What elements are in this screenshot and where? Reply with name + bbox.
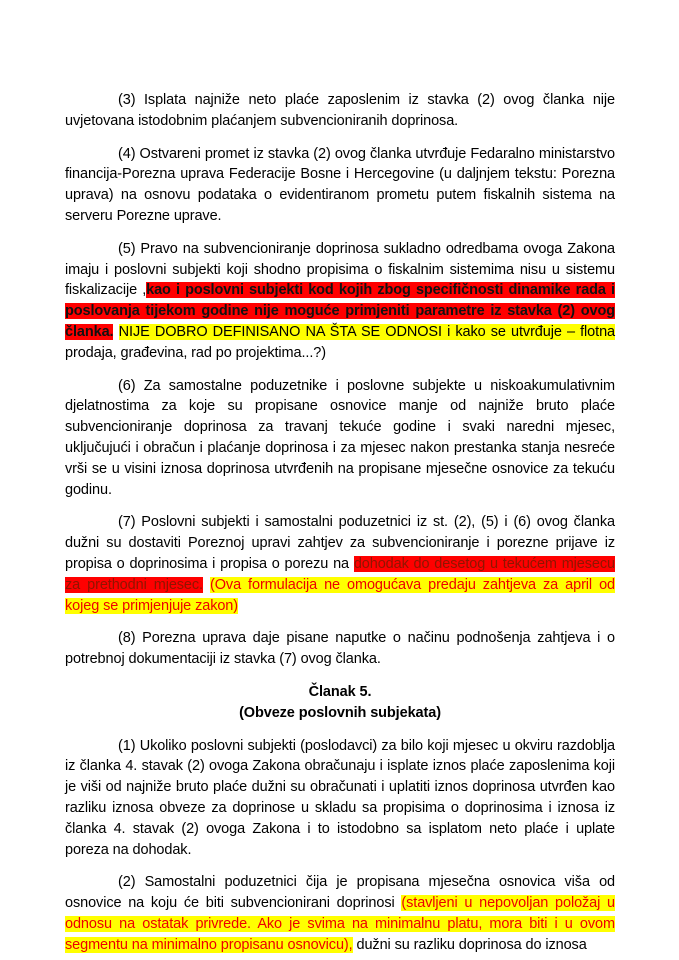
paragraph-4 <box>65 144 615 227</box>
text-run: (7) Poslovni subjekti i samostalni poduzetnici iz st. (2), (5) i (6) ovog članka dužni su dostaviti Poreznoj upravi zahtjev za subvencioniranje i porezne prijave iz propisa o doprinosima i propisa o porezu na <box>65 514 615 572</box>
paragraph-5 <box>65 239 615 364</box>
text-run: (1) Ukoliko poslovni subjekti (poslodavci) za bilo koji mjesec u okviru razdoblja iz članka 4. stavak (2) ovoga Zakona obračunaju i isplate iznos plaće zaposlenima koji je viši od najniže bruto plaće dužni su obračunati i uplatiti iznos doprinosa utvrđen kao razliku iznosa obveze za doprinose u skladu sa propisima o doprinosima i iznosa iz članka 4. stavak (2) ovoga Zakona i to istodobno sa isplatom neto plaće i uplate poreza na dohodak. <box>65 737 615 858</box>
text-run: (2) Samostalni poduzetnici čija je propisana mjesečna osnovica viša od osnovice na koju će biti subvencionirani doprinosi <box>65 874 615 912</box>
text-run <box>203 577 210 593</box>
yellow-highlight-red-run: (stavljeni u nepovoljan položaj u odnosu na ostatak privrede. Ako je svima na minimalnu platu, mora biti i u ovom segmentu na minimalno propisanu osnovicu), <box>65 895 615 953</box>
text-run: (8) Porezna uprava daje pisane naputke o načinu podnošenja zahtjeva i o potrebnoj dokumentaciji iz stavka (7) ovog članka. <box>65 630 615 668</box>
text-run: (Obveze poslovnih subjekata) <box>239 704 441 721</box>
paragraph-7 <box>65 512 615 616</box>
text-run: (4) Ostvareni promet iz stavka (2) ovog članka utvrđuje Fedaralno ministarstvo financija-Porezna uprava Federacije Bosne i Hercegovine (u daljnjem tekstu: Porezna uprava) na osnovu podataka o evidentiranom prometu putem fiskalnih sistema na serveru Porezne uprave. <box>65 145 615 224</box>
paragraph-c5-1 <box>65 736 615 861</box>
text-run: (6) Za samostalne poduzetnike i poslovne subjekte u niskoakumulativnim djelatnostima za koje su propisane osnovice manje od najniže bruto plaće subvencioniranje doprinosa za travanj tekuće godine i svaki naredni mjesec, uključujući i obračun i plaćanje doprinosa i za mjesec nakon prestanka stanja nesreće vrši se u visini iznosa doprinosa utvrđenih na propisane mjesečne osnovice za tekuću godinu. <box>65 377 615 498</box>
text-run: prodaja, građevina, rad po projektima...?) <box>65 344 326 361</box>
paragraph-c5-2 <box>65 872 615 955</box>
heading-clanak-5 <box>65 682 615 703</box>
red-highlight-bold-run: kao i poslovni subjekti kod kojih zbog specifičnosti dinamike rada i poslovanja tijekom godine nije moguće primjeniti parametre iz stavka (2) ovog članka. <box>65 282 615 340</box>
red-highlight-run: dohodak do desetog u tekućem mjesecu za prethodni mjesec. <box>65 555 615 593</box>
text-run: (5) Pravo na subvencioniranje doprinosa sukladno odredbama ovoga Zakona imaju i poslovni subjekti koji shodno propisima o fiskalnim sistemima nisu u sistemu fiskalizacije , <box>65 240 615 299</box>
yellow-highlight-run: NIJE DOBRO DEFINISANO NA ŠTA SE ODNOSI i kako se utvrđuje – flotna <box>118 323 615 340</box>
text-run: Članak 5. <box>308 683 372 700</box>
yellow-highlight-red-run: (Ova formulacija ne omogućava predaju zahtjeva za april od kojeg se primjenjuje zakon) <box>65 576 616 614</box>
text-run: (3) Isplata najniže neto plaće zaposlenim iz stavka (2) ovog članka nije uvjetovana istodobnim plaćanjem subvencioniranih doprinosa. <box>65 92 615 129</box>
text-run: dužni su razliku doprinosa do iznosa <box>352 936 587 953</box>
paragraph-6 <box>65 376 615 501</box>
paragraph-3 <box>65 90 615 132</box>
paragraph-8 <box>65 628 615 670</box>
text-run <box>113 324 118 340</box>
heading-clanak-5-subtitle <box>65 703 615 724</box>
